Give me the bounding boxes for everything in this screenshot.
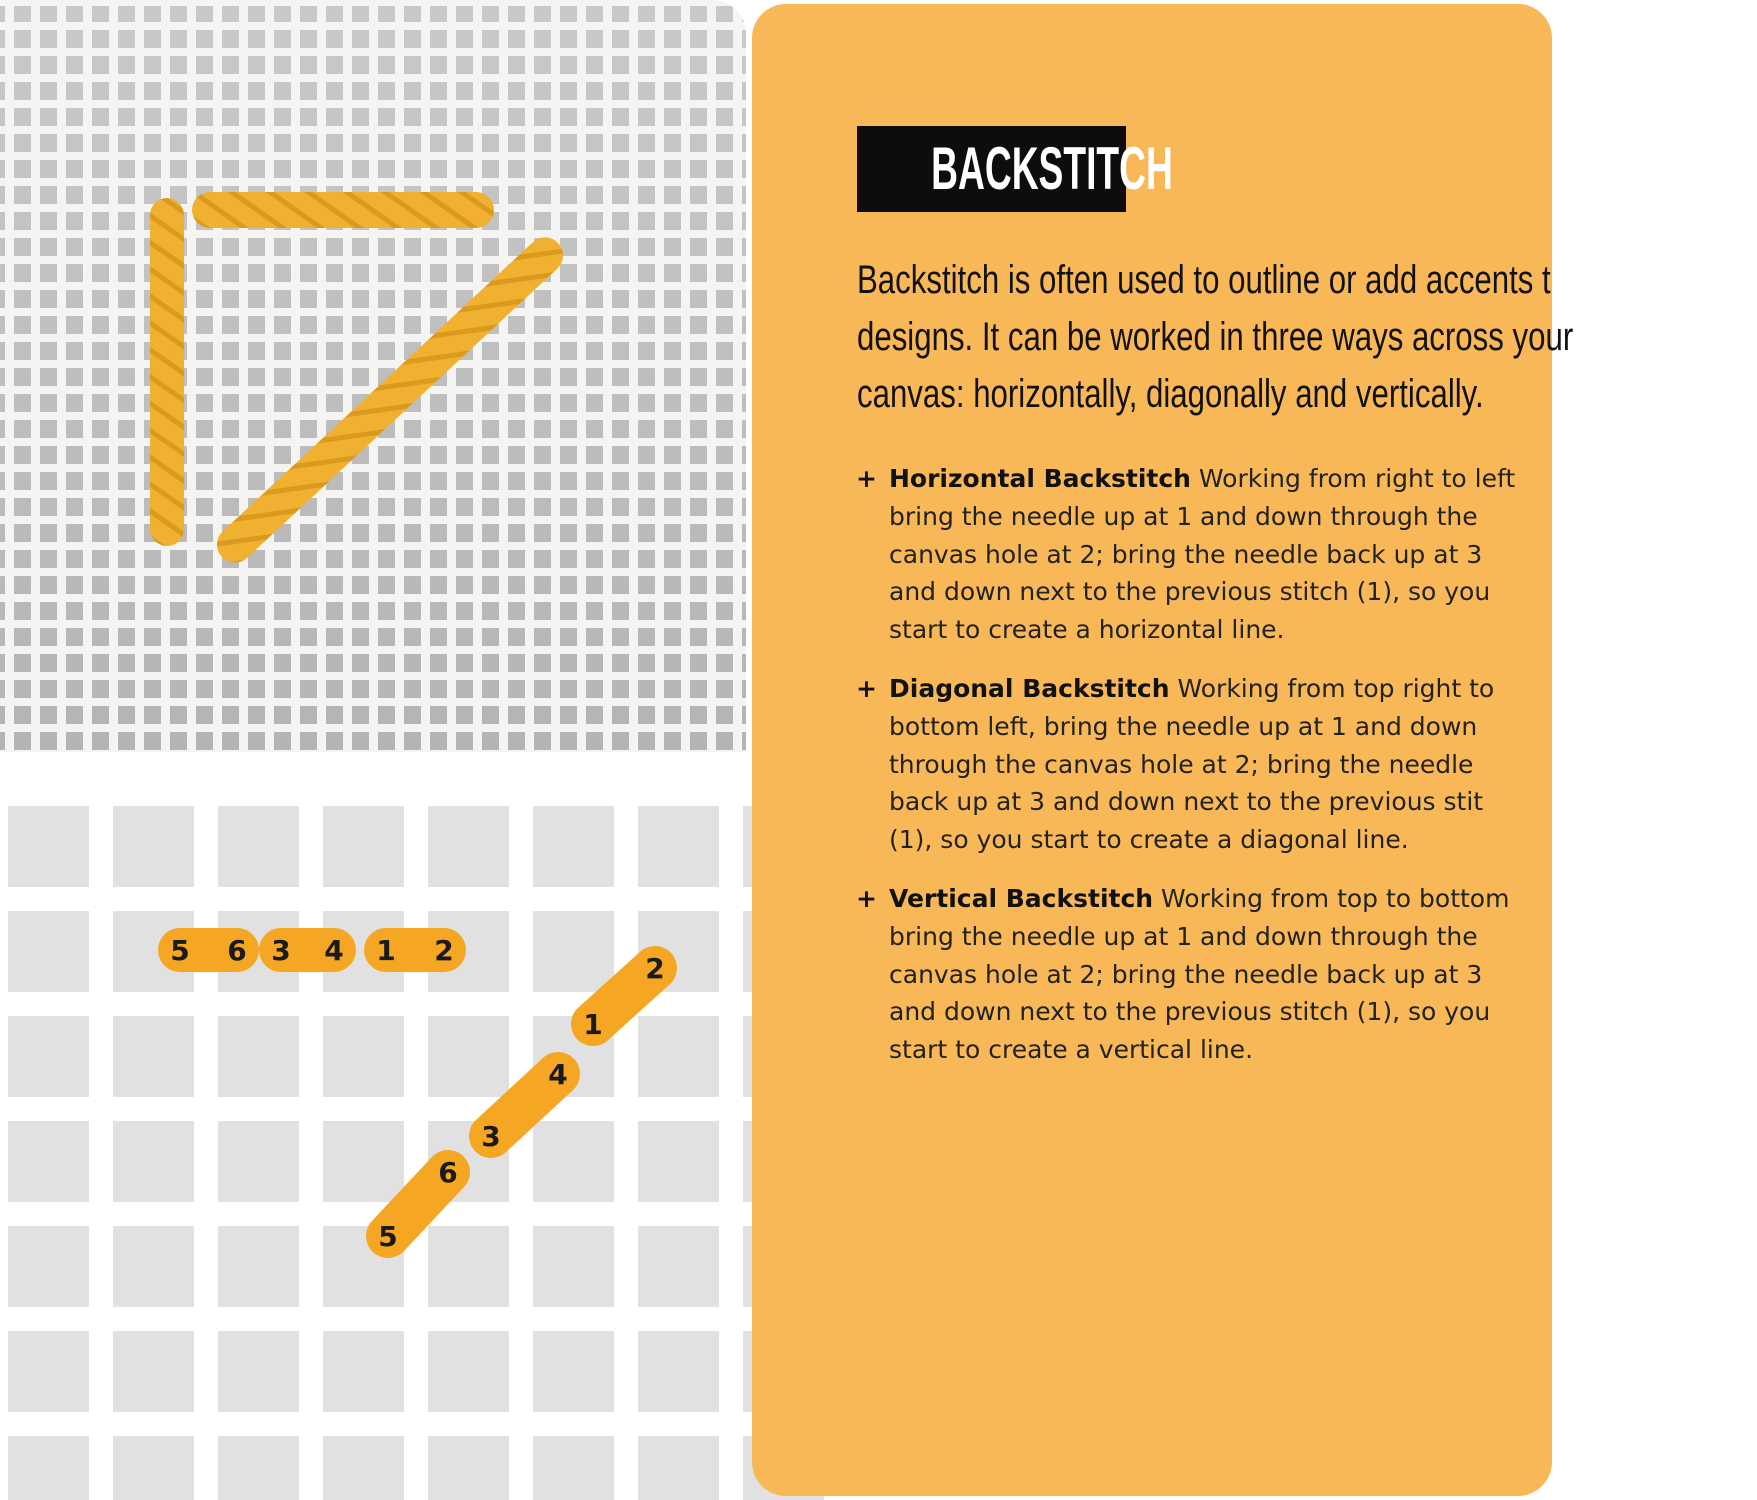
grid-cell [638,806,719,887]
technique-vertical [856,880,1529,1069]
grid-cell [218,1016,299,1097]
grid-cell [113,1331,194,1412]
grid-cell [533,911,614,992]
plus-icon: + [856,883,877,913]
horizontal-stitch [271,934,343,967]
horizontal-yarn-stitch [192,192,494,228]
grid-cell [428,1016,509,1097]
grid-cell [113,1016,194,1097]
grid-cell [533,1331,614,1412]
stitch-end-label: 6 [227,934,247,967]
grid-cell [638,1331,719,1412]
grid-cell [218,1121,299,1202]
plus-icon: + [856,464,877,493]
grid-cell [638,1436,719,1500]
grid-cell [218,1331,299,1412]
technique-text: Working from top to bottom [1153,883,1510,913]
technique-text: start to create a vertical line. [889,1035,1254,1065]
technique-text: Working from top right to [1169,673,1495,703]
stitch-start-label: 1 [583,1008,603,1041]
stitch-start-label: 5 [378,1220,398,1253]
grid-cell [8,1226,89,1307]
stitch-start-label: 3 [271,934,291,967]
grid-cell [533,1226,614,1307]
grid-cell [323,1331,404,1412]
technique-term: Diagonal Backstitch [889,673,1170,703]
stitch-start-label: 1 [376,934,396,967]
grid-cell [428,1226,509,1307]
grid-cell [428,1436,509,1500]
grid-cell [323,1436,404,1500]
horizontal-stitch [376,934,453,967]
technique-text: (1), so you start to create a diagonal line. [889,825,1409,855]
stitch-end-label: 4 [548,1058,568,1091]
grid-cell [323,1121,404,1202]
stitch-end-label: 2 [434,934,454,967]
section-title: BACKSTITCH [931,135,1173,202]
grid-cell [638,1016,719,1097]
grid-cell [533,806,614,887]
stitch-diagram [0,752,746,1500]
plus-icon: + [856,673,877,703]
stitch-diagram-grid [0,752,746,1500]
grid-cell [218,1226,299,1307]
technique-text: and down next to the previous stitch (1), so you [889,577,1491,607]
grid-cell [428,1331,509,1412]
grid-cell [8,806,89,887]
intro-line: canvas: horizontally, diagonally and vertically. [857,372,1484,416]
technique-text: bring the needle up at 1 and down through the [889,501,1478,531]
technique-term: Horizontal Backstitch [889,464,1191,493]
technique-term: Vertical Backstitch [889,883,1154,913]
grid-cell [323,806,404,887]
horizontal-stitch [170,934,246,967]
grid-cell [218,806,299,887]
technique-text: through the canvas hole at 2; bring the needle [889,749,1474,779]
intro-line: Backstitch is often used to outline or add accents t [857,258,1551,302]
technique-text: canvas hole at 2; bring the needle back up at 3 [889,959,1483,989]
technique-text: start to create a horizontal line. [889,615,1285,645]
stitch-photo [0,0,746,752]
stitch-end-label: 6 [438,1156,458,1189]
technique-horizontal [856,460,1529,649]
technique-text: back up at 3 and down next to the previous stit [889,787,1484,817]
grid-cell [533,1121,614,1202]
grid-cell [218,1436,299,1500]
grid-cell [428,806,509,887]
grid-cell [323,1016,404,1097]
intro-line: designs. It can be worked in three ways across your [857,315,1574,359]
grid-cell [8,1436,89,1500]
stitch-start-label: 5 [170,934,190,967]
technique-list [856,460,1756,1090]
instruction-panel [752,4,1574,1496]
grid-cell [113,806,194,887]
stitch-end-label: 4 [324,934,344,967]
technique-text: canvas hole at 2; bring the needle back up at 3 [889,539,1483,569]
technique-text: bottom left, bring the needle up at 1 and down [889,711,1478,741]
grid-cell [113,1121,194,1202]
technique-text: Working from right to left [1190,464,1516,493]
grid-cell [638,1121,719,1202]
vertical-yarn-stitch [150,198,184,546]
grid-cell [8,1016,89,1097]
grid-cell [8,1331,89,1412]
grid-cell [113,1226,194,1307]
intro-paragraph [857,252,1757,423]
section-title-box [857,126,1173,212]
grid-cell [8,911,89,992]
yarn-stitches-illustration [0,0,746,752]
grid-cell [8,1121,89,1202]
technique-text: bring the needle up at 1 and down through the [889,921,1478,951]
grid-cell [533,1436,614,1500]
diagonal-yarn-stitch [210,230,571,570]
technique-text: and down next to the previous stitch (1), so you [889,997,1491,1027]
stitch-end-label: 2 [645,952,665,985]
technique-diagonal [856,670,1529,859]
grid-cell [638,1226,719,1307]
grid-cell [113,1436,194,1500]
stitch-start-label: 3 [481,1120,501,1153]
